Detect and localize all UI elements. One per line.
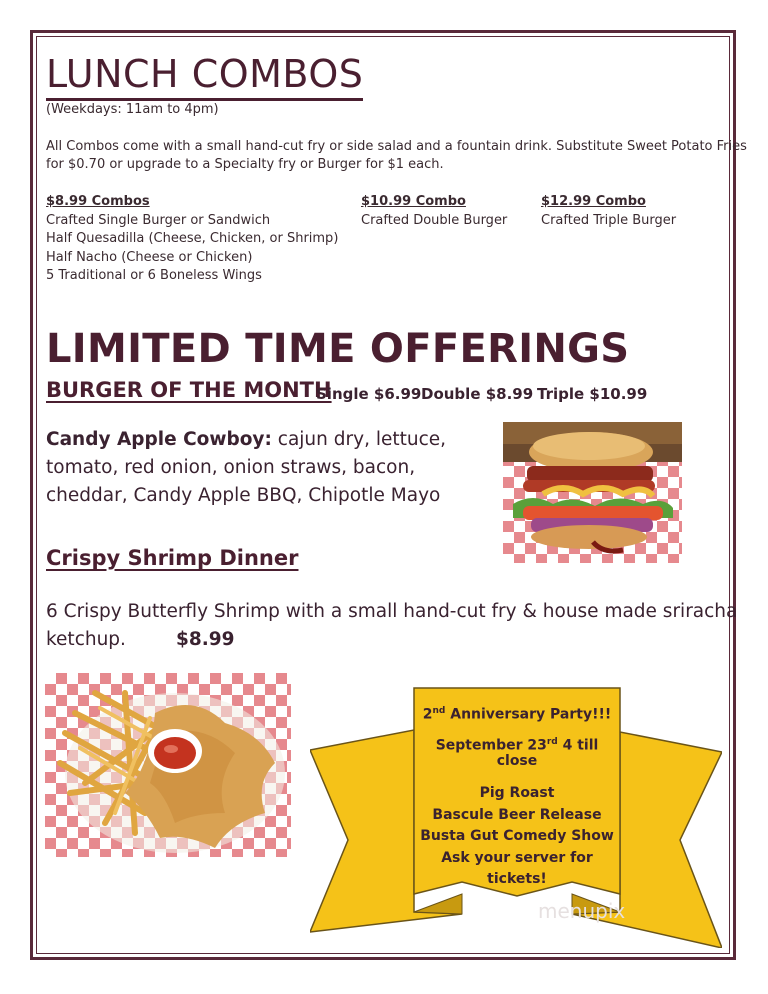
combo-item: Half Quesadilla (Cheese, Chicken, or Shrimp) — [46, 231, 339, 246]
combo-column-1099 — [361, 193, 507, 230]
burger-description — [46, 426, 446, 510]
combo-intro-line-2: for $0.70 or upgrade to a Specialty fry or Burger for $1 each. — [46, 157, 444, 172]
watermark-logo: menupix — [538, 899, 626, 923]
lunch-hours: (Weekdays: 11am to 4pm) — [46, 102, 219, 117]
combo-heading: $12.99 Combo — [541, 194, 646, 209]
price-single: Single $6.99 — [316, 385, 422, 403]
burger-desc-1: cajun dry, lettuce, — [271, 429, 447, 450]
combo-column-1299 — [541, 193, 676, 230]
combo-item: Half Nacho (Cheese or Chicken) — [46, 249, 253, 265]
shrimp-price: $8.99 — [176, 629, 235, 650]
banner-line-tickets: tickets! — [487, 871, 547, 888]
price-triple: Triple $10.99 — [537, 385, 648, 403]
combo-item: Crafted Triple Burger — [541, 212, 677, 228]
burger-name: Candy Apple Cowboy: — [46, 429, 272, 450]
banner-line-ask: Ask your server for — [441, 849, 593, 866]
burger-photo — [503, 422, 682, 563]
lunch-combos-title: LUNCH COMBOS — [46, 52, 363, 101]
combo-intro-line-1: All Combos come with a small hand-cut fry or side salad and a fountain drink. Substitute Sweet Potato Fries — [46, 139, 747, 154]
burger-desc-2: tomato, red onion, onion straws, bacon, — [46, 457, 416, 478]
banner-line-date: September 23rd 4 till close — [435, 736, 599, 770]
combo-heading: $8.99 Combos — [46, 194, 150, 209]
combo-heading: $10.99 Combo — [361, 194, 466, 209]
banner-line-pig-roast: Pig Roast — [479, 785, 555, 802]
limited-time-title: LIMITED TIME OFFERINGS — [46, 326, 630, 372]
banner-text — [414, 706, 620, 891]
shrimp-desc-line-2: ketchup. — [46, 629, 126, 650]
banner-line-beer: Bascule Beer Release — [432, 806, 602, 823]
combo-item: Crafted Double Burger — [361, 212, 508, 228]
banner-line-comedy: Busta Gut Comedy Show — [420, 828, 614, 845]
banner-line-anniversary: 2nd Anniversary Party!!! — [422, 706, 612, 723]
burger-desc-3: cheddar, Candy Apple BBQ, Chipotle Mayo — [46, 485, 441, 506]
combo-item: Crafted Single Burger or Sandwich — [46, 212, 271, 228]
shrimp-desc-line-1: 6 Crispy Butterfly Shrimp with a small hand-cut fry & house made sriracha — [46, 601, 738, 622]
price-double: Double $8.99 — [421, 385, 534, 403]
burger-of-month-heading: BURGER OF THE MONTH — [46, 378, 332, 402]
crispy-shrimp-heading: Crispy Shrimp Dinner — [46, 546, 299, 570]
combo-column-899 — [46, 193, 338, 286]
shrimp-photo — [45, 673, 291, 857]
combo-item: 5 Traditional or 6 Boneless Wings — [46, 268, 262, 283]
